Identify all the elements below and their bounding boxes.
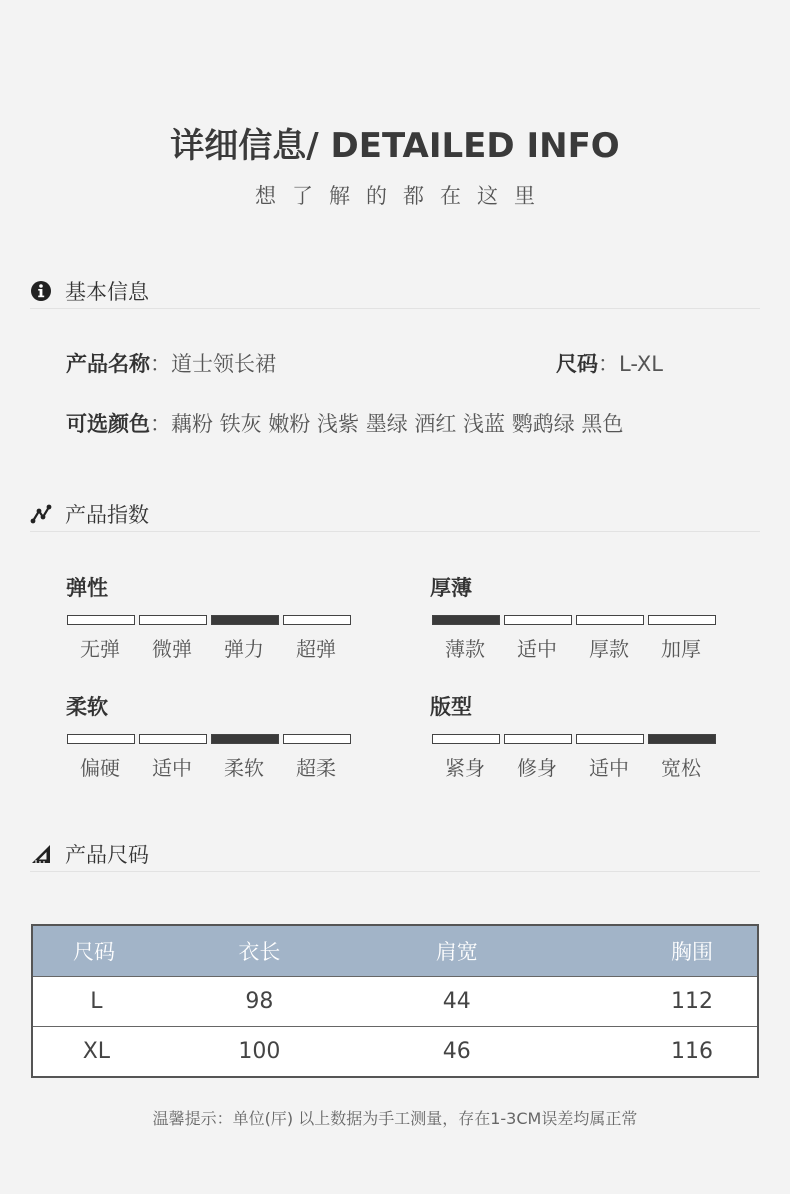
index-option: 柔软 [224, 756, 264, 780]
index-bar [211, 734, 279, 744]
index-option: 偏硬 [80, 756, 120, 780]
index-option: 无弹 [80, 637, 120, 661]
index-option: 薄款 [445, 637, 485, 661]
table-cell: 112 [554, 977, 758, 1027]
size-value: L-XL [619, 352, 663, 376]
product-name-row: 产品名称：道士领长裙 [66, 352, 276, 376]
page-title: 详细信息/ DETAILED INFO [170, 126, 620, 166]
index-options-elasticity [64, 633, 352, 662]
index-bar [139, 615, 207, 625]
section-label: 产品尺码 [65, 843, 149, 867]
table-cell: L [32, 977, 160, 1027]
table-row [32, 1027, 758, 1078]
index-bars-softness [67, 734, 355, 744]
colors-row: 可选颜色：藕粉 铁灰 嫩粉 浅紫 墨绿 酒红 浅蓝 鹦鹉绿 黑色 [66, 412, 624, 436]
index-bar [504, 615, 572, 625]
index-bar [576, 615, 644, 625]
index-option: 适中 [152, 756, 192, 780]
section-label: 基本信息 [65, 280, 149, 304]
ruler-triangle-icon [30, 843, 52, 865]
index-bar [283, 615, 351, 625]
product-name-value: 道士领长裙 [171, 352, 276, 376]
index-title-elasticity: 弹性 [66, 576, 108, 600]
index-title-softness: 柔软 [66, 695, 108, 719]
index-bar [648, 615, 716, 625]
table-cell: 116 [554, 1027, 758, 1078]
index-bar [648, 734, 716, 744]
index-bars-elasticity [67, 615, 355, 625]
index-bar [67, 734, 135, 744]
divider [30, 531, 760, 532]
index-bars-thickness [432, 615, 720, 625]
divider [30, 871, 760, 872]
section-product-index [30, 499, 149, 529]
page-subtitle: 想了解的都在这里 [255, 184, 551, 208]
index-bar [504, 734, 572, 744]
trend-line-icon [30, 503, 52, 525]
index-bars-fit [432, 734, 720, 744]
index-option: 超弹 [296, 637, 336, 661]
index-option: 加厚 [661, 637, 701, 661]
table-cell: 44 [359, 977, 554, 1027]
index-option: 超柔 [296, 756, 336, 780]
index-option: 适中 [589, 756, 629, 780]
index-bar [576, 734, 644, 744]
section-label: 产品指数 [65, 503, 149, 527]
size-row: 尺码：L-XL [556, 352, 663, 376]
colors-value: 藕粉 铁灰 嫩粉 浅紫 墨绿 酒红 浅蓝 鹦鹉绿 黑色 [171, 412, 624, 436]
section-product-size [30, 839, 149, 869]
index-options-softness [64, 752, 352, 781]
product-name-key: 产品名称 [66, 352, 150, 376]
table-cell: 98 [160, 977, 359, 1027]
index-bar [67, 615, 135, 625]
index-option: 厚款 [589, 637, 629, 661]
divider [30, 308, 760, 309]
index-options-thickness [429, 633, 717, 662]
size-key: 尺码 [556, 352, 598, 376]
index-option: 紧身 [445, 756, 485, 780]
index-title-fit: 版型 [430, 695, 472, 719]
info-icon [30, 280, 52, 302]
index-option: 适中 [517, 637, 557, 661]
index-option: 修身 [517, 756, 557, 780]
footnote: 温馨提示：单位(厈) 以上数据为手工测量，存在1-3CM误差均属正常 [152, 1109, 638, 1128]
index-title-thickness: 厚薄 [430, 576, 472, 600]
index-options-fit [429, 752, 717, 781]
index-bar [432, 734, 500, 744]
table-header-row [32, 925, 758, 977]
index-bar [211, 615, 279, 625]
index-option: 弹力 [224, 637, 264, 661]
size-table [31, 924, 759, 1078]
index-option: 宽松 [661, 756, 701, 780]
table-cell: 100 [160, 1027, 359, 1078]
section-basic-info [30, 276, 149, 306]
colors-key: 可选颜色 [66, 412, 150, 436]
table-header-cell: 尺码 [32, 925, 160, 977]
index-bar [432, 615, 500, 625]
index-bar [139, 734, 207, 744]
index-bar [283, 734, 351, 744]
table-row [32, 977, 758, 1027]
table-header-cell: 胸围 [554, 925, 758, 977]
table-header-cell: 衣长 [160, 925, 359, 977]
table-cell: XL [32, 1027, 160, 1078]
table-header-cell: 肩宽 [359, 925, 554, 977]
index-option: 微弹 [152, 637, 192, 661]
table-cell: 46 [359, 1027, 554, 1078]
